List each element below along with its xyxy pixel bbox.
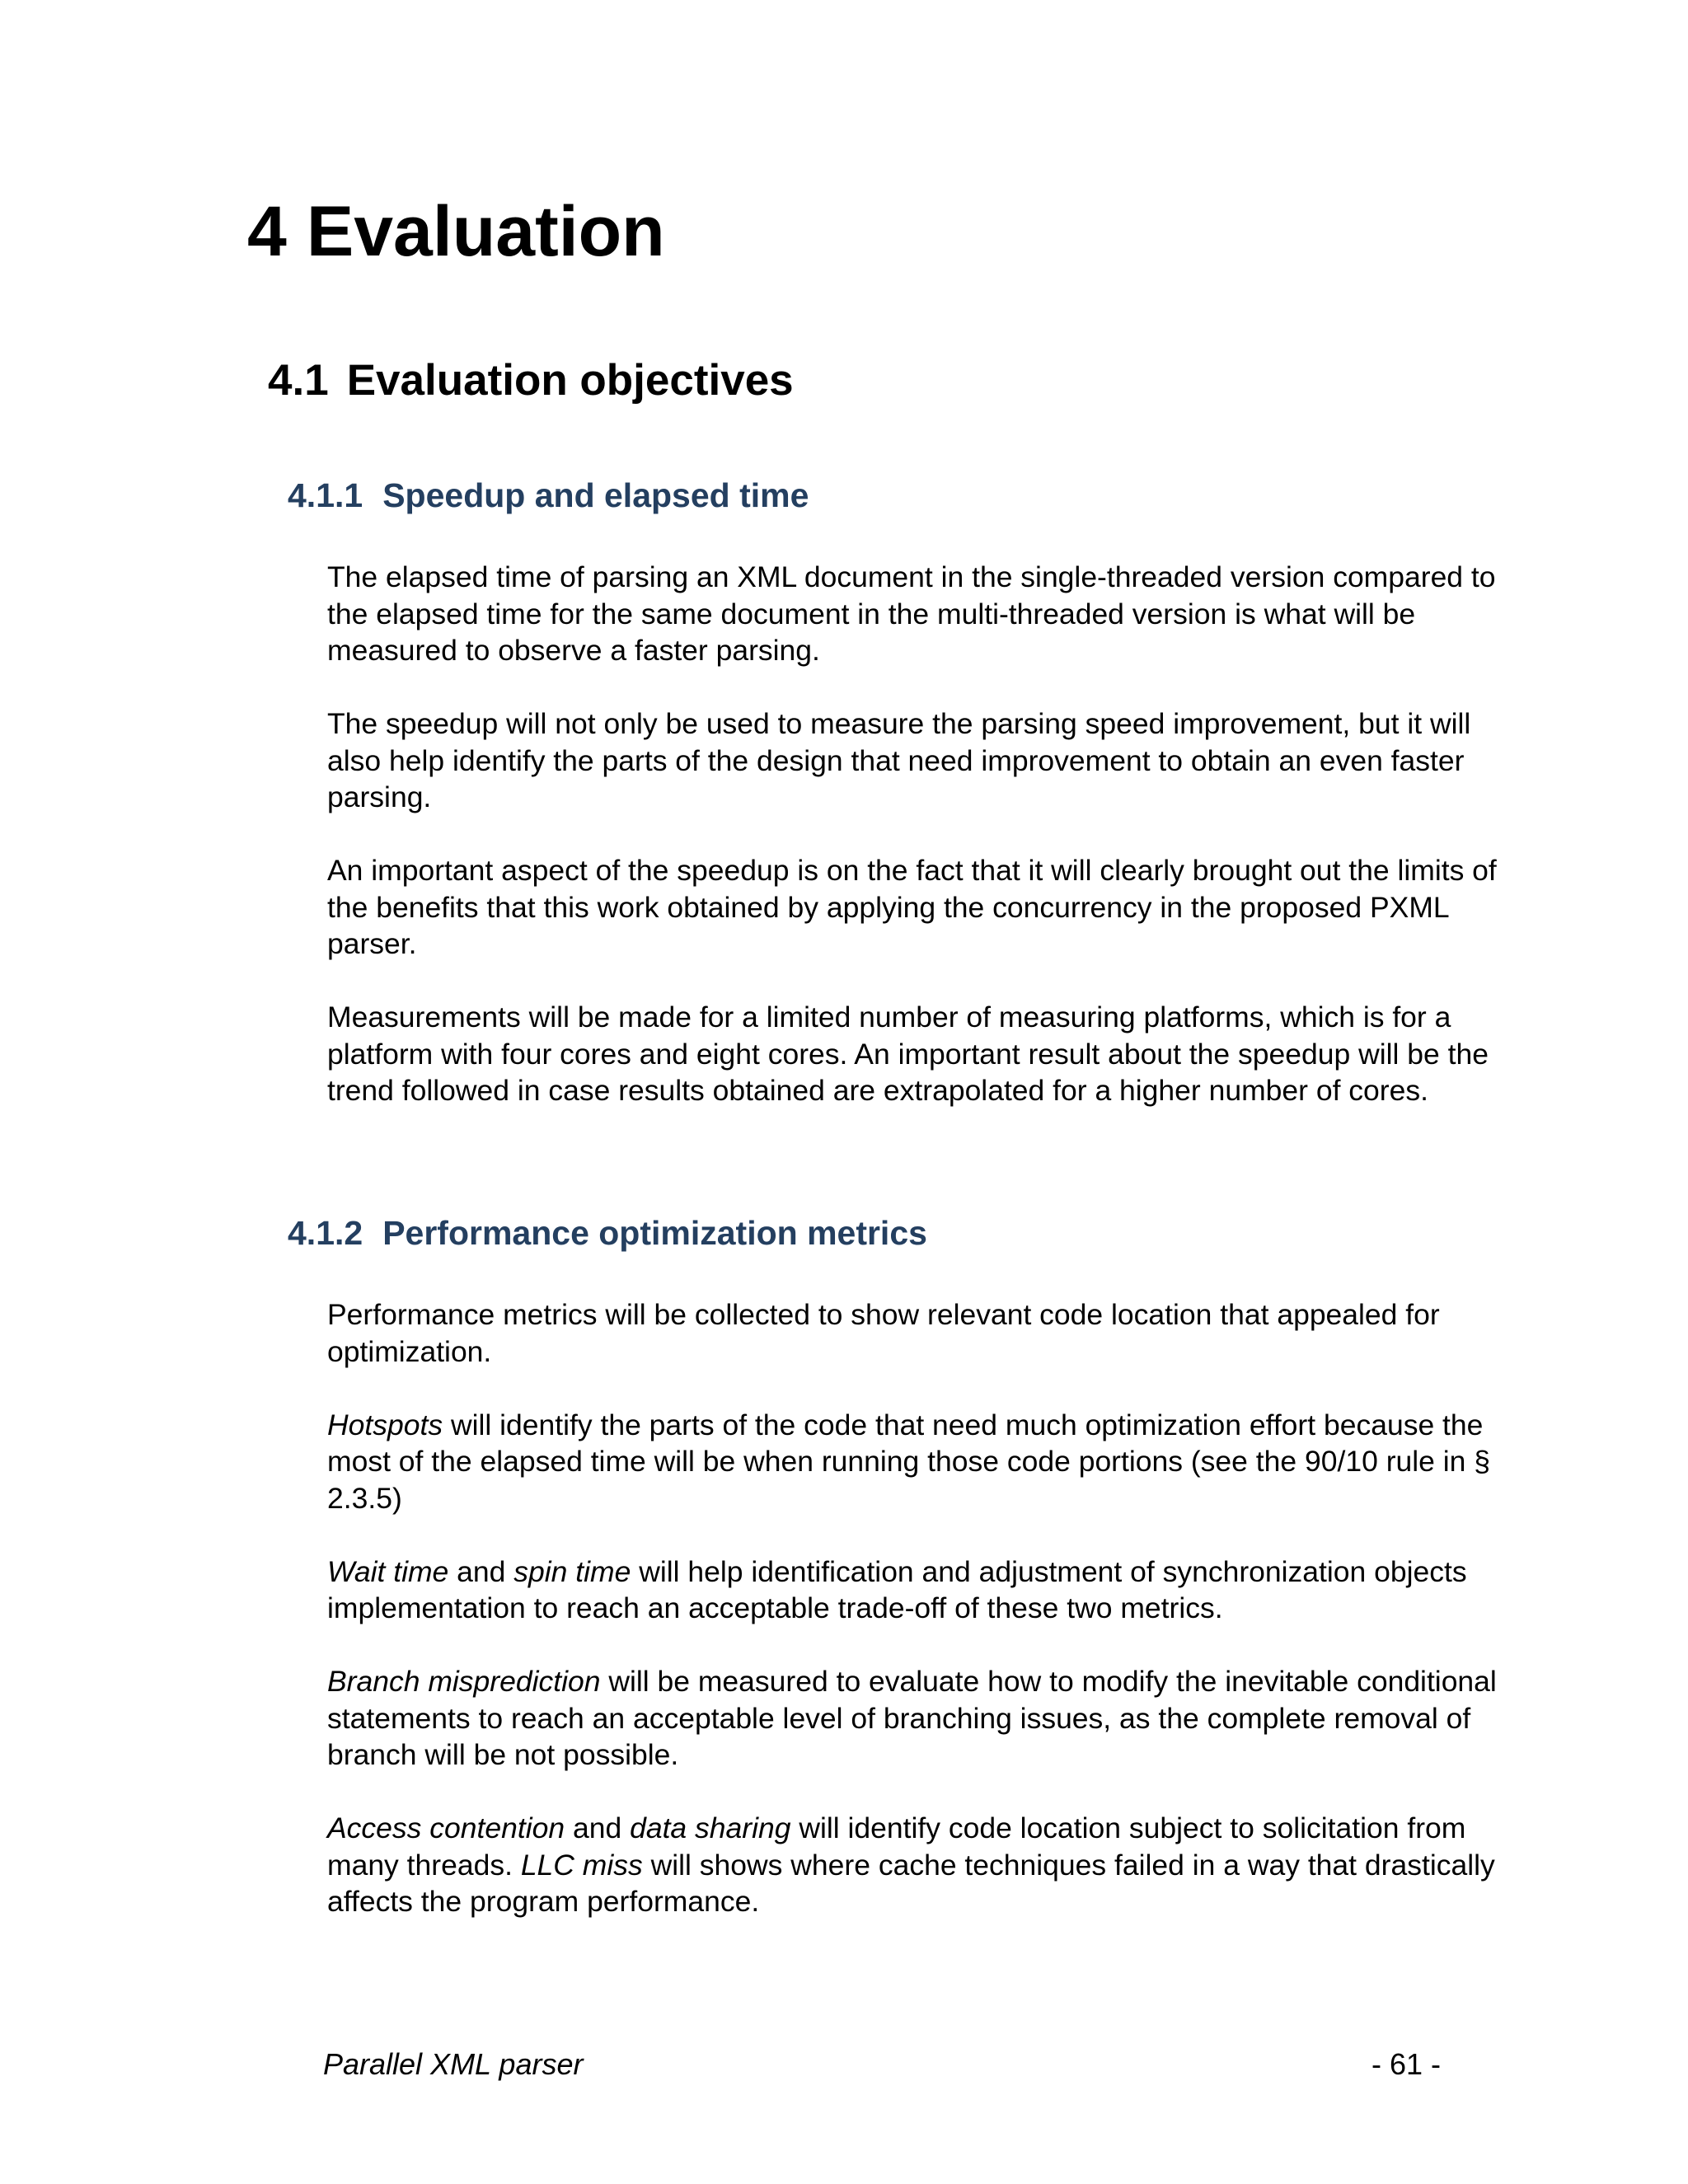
chapter-title-text: Evaluation	[306, 192, 665, 271]
subsection-number: 4.1.2	[288, 1214, 363, 1252]
term-hotspots: Hotspots	[327, 1408, 443, 1441]
paragraph-branch: Branch misprediction will be measured to evaluate how to modify the inevitable conditional statements to reach an acceptable level of branching issues, as the complete removal of branch will be not possible.	[327, 1665, 1497, 1771]
section-number: 4.1	[268, 356, 329, 405]
chapter-number: 4	[247, 192, 287, 271]
term-access-contention: Access contention	[327, 1811, 565, 1844]
paragraph: The elapsed time of parsing an XML document in the single-threaded version compared to the elapsed time for the same document in the multi-threaded version is what will be measured to observe a faster parsing.	[327, 560, 1496, 667]
paragraph-contention: Access contention and data sharing will identify code location subject to solicitation from many threads. LLC miss will shows where cache techniques failed in a way that drastically affects the program performance.	[327, 1811, 1495, 1918]
term-branch-misprediction: Branch misprediction	[327, 1665, 601, 1698]
term-llc-miss: LLC miss	[520, 1848, 643, 1882]
paragraph: The speedup will not only be used to measure the parsing speed improvement, but it will also help identify the parts of the design that need improvement to obtain an even faster parsing.	[327, 707, 1471, 813]
section-title	[268, 356, 794, 406]
paragraph: Measurements will be made for a limited number of measuring platforms, which is for a platform with four cores and eight cores. An important result about the speedup will be the trend followed in case results obtained are extrapolated for a higher number of cores.	[327, 1001, 1489, 1107]
subsection-title-text: Speedup and elapsed time	[382, 476, 809, 514]
speedup-body	[327, 559, 1531, 1109]
performance-body	[327, 1296, 1531, 1920]
subsection-title-performance	[288, 1214, 927, 1253]
paragraph: An important aspect of the speedup is on the fact that it will clearly brought out the limits of the benefits that this work obtained by applying the concurrency in the proposed PXML parser.	[327, 854, 1497, 960]
paragraph-wait-spin: Wait time and spin time will help identification and adjustment of synchronization objects implementation to reach an acceptable trade-off of these two metrics.	[327, 1554, 1467, 1624]
chapter-title	[247, 191, 665, 273]
subsection-number: 4.1.1	[288, 476, 363, 514]
section-title-text: Evaluation objectives	[346, 356, 794, 405]
term-wait-time: Wait time	[327, 1554, 449, 1588]
footer-page-number: - 61 -	[1372, 2047, 1442, 2081]
term-spin-time: spin time	[513, 1554, 631, 1588]
subsection-title-text: Performance optimization metrics	[382, 1214, 927, 1252]
paragraph-hotspots: Hotspots will identify the parts of the code that need much optimization effort because the most of the elapsed time will be when running those code portions (see the 90/10 rule in § 2.3.5)	[327, 1408, 1490, 1515]
subsection-title-speedup	[288, 476, 809, 515]
footer-document-title: Parallel XML parser	[323, 2047, 584, 2081]
paragraph-intro: Performance metrics will be collected to show relevant code location that appealed for optimization.	[327, 1298, 1440, 1368]
term-data-sharing: data sharing	[630, 1811, 791, 1844]
